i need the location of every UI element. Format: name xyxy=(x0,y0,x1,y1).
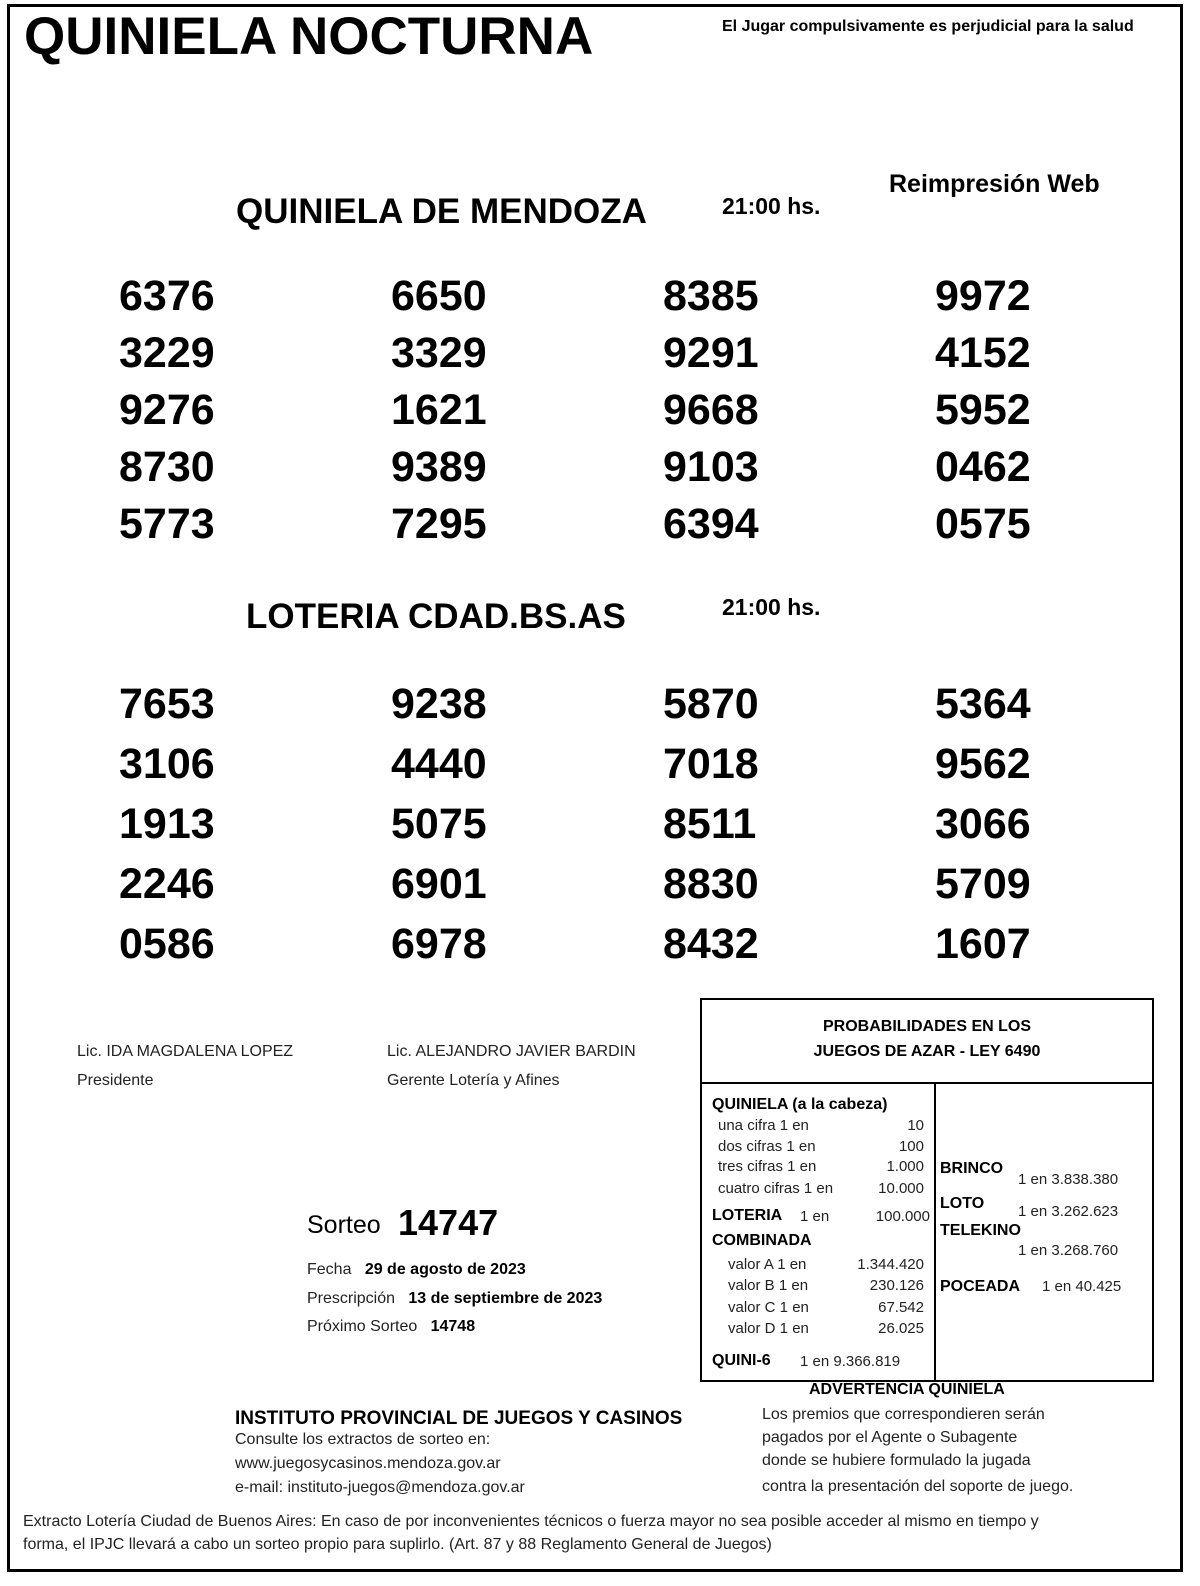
institute-website[interactable]: www.juegosycasinos.mendoza.gov.ar xyxy=(235,1455,501,1472)
combinada-odds-label: valor D 1 en xyxy=(728,1320,809,1337)
result-number: 0575 xyxy=(935,500,1031,548)
result-number: 5952 xyxy=(935,386,1031,434)
result-number: 0462 xyxy=(935,443,1031,491)
combinada-odds-value: 1.344.420 xyxy=(857,1256,924,1273)
combinada-odds-value: 26.025 xyxy=(878,1320,924,1337)
combinada-odds-value: 67.542 xyxy=(878,1299,924,1316)
result-number: 9291 xyxy=(663,329,759,377)
result-number: 1913 xyxy=(119,800,215,848)
quiniela-odds-value: 100 xyxy=(898,1138,924,1155)
result-number: 3329 xyxy=(391,329,487,377)
quiniela-odds-label: dos cifras 1 en xyxy=(718,1138,816,1155)
result-number: 8511 xyxy=(663,800,757,848)
quini6-odds-text: 1 en 9.366.819 xyxy=(800,1353,901,1370)
proximo-label: Próximo Sorteo xyxy=(307,1318,418,1335)
result-number: 5709 xyxy=(935,860,1031,908)
result-number: 7018 xyxy=(663,740,759,788)
prescripcion-value: 13 de septiembre de 2023 xyxy=(408,1290,603,1307)
quiniela-odds-label: tres cifras 1 en xyxy=(718,1158,817,1175)
probabilities-divider xyxy=(934,1084,936,1380)
prescripcion-label: Prescripción xyxy=(307,1290,396,1307)
fecha-value: 29 de agosto de 2023 xyxy=(364,1261,526,1278)
result-number: 9562 xyxy=(935,740,1031,788)
combinada-odds-label: valor C 1 en xyxy=(728,1299,809,1316)
section-time-loteria-cdad: 21:00 hs. xyxy=(722,594,821,620)
result-number: 6376 xyxy=(119,272,215,320)
institute-title: INSTITUTO PROVINCIAL DE JUEGOS Y CASINOS xyxy=(235,1408,683,1429)
combinada-odds-label: valor A 1 en xyxy=(728,1256,807,1273)
loteria-odds-text: 1 en xyxy=(800,1208,830,1225)
result-number: 5364 xyxy=(935,680,1031,728)
institute-line: Consulte los extractos de sorteo en: xyxy=(235,1431,491,1448)
fecha-label: Fecha xyxy=(307,1261,352,1278)
draw-date xyxy=(307,1261,526,1279)
result-number: 5870 xyxy=(663,680,759,728)
page-title: QUINIELA NOCTURNA xyxy=(24,7,594,66)
result-number: 4440 xyxy=(391,740,487,788)
result-number: 7295 xyxy=(391,500,487,548)
health-warning: El Jugar compulsivamente es perjudicial para la salud xyxy=(722,18,1134,35)
loteria-odds-label: LOTERIA xyxy=(712,1207,783,1224)
probabilities-box xyxy=(700,998,1154,1382)
poceada-odds-text: 1 en 40.425 xyxy=(1042,1278,1122,1295)
signature-role: Presidente xyxy=(77,1072,154,1089)
combinada-title: COMBINADA xyxy=(712,1232,812,1249)
institute-email[interactable]: e-mail: instituto-juegos@mendoza.gov.ar xyxy=(235,1479,525,1496)
quiniela-odds-label: cuatro cifras 1 en xyxy=(718,1180,834,1197)
combinada-odds-label: valor B 1 en xyxy=(728,1277,809,1294)
loto-odds-text: 1 en 3.262.623 xyxy=(1018,1203,1119,1220)
advertencia-line: contra la presentación del soporte de juego. xyxy=(762,1478,1074,1495)
signature-manager xyxy=(387,1037,636,1095)
quiniela-odds-value: 1.000 xyxy=(886,1158,924,1175)
probabilities-title-line2: JUEGOS DE AZAR - LEY 6490 xyxy=(813,1043,1041,1060)
footer-line: forma, el IPJC llevará a cabo un sorteo propio para suplirlo. (Art. 87 y 88 Reglamento General de Juegos) xyxy=(23,1536,772,1553)
quiniela-odds-value: 10.000 xyxy=(878,1180,924,1197)
result-number: 6978 xyxy=(391,920,487,968)
advertencia-title: ADVERTENCIA QUINIELA xyxy=(809,1381,1005,1398)
quini6-odds-label: QUINI-6 xyxy=(712,1352,771,1369)
sorteo-label: Sorteo xyxy=(307,1211,381,1239)
signature-name: Lic. ALEJANDRO JAVIER BARDIN xyxy=(387,1043,636,1060)
advertencia-text xyxy=(762,1403,1073,1498)
footer-note xyxy=(23,1510,1039,1556)
signature-president xyxy=(77,1037,293,1095)
result-number: 8385 xyxy=(663,272,759,320)
result-number: 3229 xyxy=(119,329,215,377)
result-number: 5773 xyxy=(119,500,215,548)
combinada-odds-value: 230.126 xyxy=(869,1277,924,1294)
quiniela-odds-label: una cifra 1 en xyxy=(718,1117,809,1134)
result-number: 9389 xyxy=(391,443,487,491)
loteria-odds-value: 100.000 xyxy=(875,1208,930,1225)
result-number: 6650 xyxy=(391,272,487,320)
advertencia-line: donde se hubiere formulado la jugada xyxy=(762,1452,1031,1469)
result-number: 9276 xyxy=(119,386,215,434)
draw-prescription xyxy=(307,1290,602,1308)
section-time-mendoza: 21:00 hs. xyxy=(722,193,821,219)
signature-name: Lic. IDA MAGDALENA LOPEZ xyxy=(77,1043,294,1060)
probabilities-title-line1: PROBABILIDADES EN LOS xyxy=(822,1018,1031,1035)
result-number: 8830 xyxy=(663,860,759,908)
result-number: 7653 xyxy=(119,680,215,728)
result-number: 5075 xyxy=(391,800,487,848)
quiniela-odds-value: 10 xyxy=(907,1117,924,1134)
poceada-odds-label: POCEADA xyxy=(940,1278,1021,1295)
reprint-label: Reimpresión Web xyxy=(889,170,1100,198)
result-number: 8432 xyxy=(663,920,759,968)
telekino-odds-text: 1 en 3.268.760 xyxy=(1018,1242,1119,1259)
section-title-loteria-cdad: LOTERIA CDAD.BS.AS xyxy=(246,597,626,636)
result-number: 9103 xyxy=(663,443,759,491)
result-number: 0586 xyxy=(119,920,215,968)
quiniela-odds-title: QUINIELA (a la cabeza) xyxy=(712,1096,888,1113)
result-number: 4152 xyxy=(935,329,1031,377)
result-number: 6901 xyxy=(391,860,487,908)
proximo-value: 14748 xyxy=(430,1318,476,1335)
signature-role: Gerente Lotería y Afines xyxy=(387,1072,560,1089)
result-number: 6394 xyxy=(663,500,759,548)
brinco-odds-text: 1 en 3.838.380 xyxy=(1018,1171,1119,1188)
sorteo-number: 14747 xyxy=(398,1202,499,1243)
result-number: 1621 xyxy=(391,386,487,434)
section-title-mendoza: QUINIELA DE MENDOZA xyxy=(236,192,647,231)
loto-odds-label: LOTO xyxy=(940,1195,985,1212)
result-number: 3066 xyxy=(935,800,1031,848)
result-number: 9972 xyxy=(935,272,1031,320)
draw-next xyxy=(307,1318,475,1336)
result-number: 3106 xyxy=(119,740,215,788)
advertencia-line: Los premios que correspondieren serán xyxy=(762,1406,1045,1423)
brinco-odds-label: BRINCO xyxy=(940,1160,1004,1177)
result-number: 9238 xyxy=(391,680,487,728)
telekino-odds-label: TELEKINO xyxy=(940,1222,1021,1239)
result-number: 9668 xyxy=(663,386,759,434)
result-number: 1607 xyxy=(935,920,1031,968)
probabilities-header xyxy=(702,1000,1152,1084)
result-number: 8730 xyxy=(119,443,215,491)
result-number: 2246 xyxy=(119,860,215,908)
footer-line: Extracto Lotería Ciudad de Buenos Aires: En caso de por inconvenientes técnicos o fuerza mayor no sea posible acceder al mismo en tiempo y xyxy=(23,1513,1039,1530)
advertencia-line: pagados por el Agente o Subagente xyxy=(762,1429,1018,1446)
